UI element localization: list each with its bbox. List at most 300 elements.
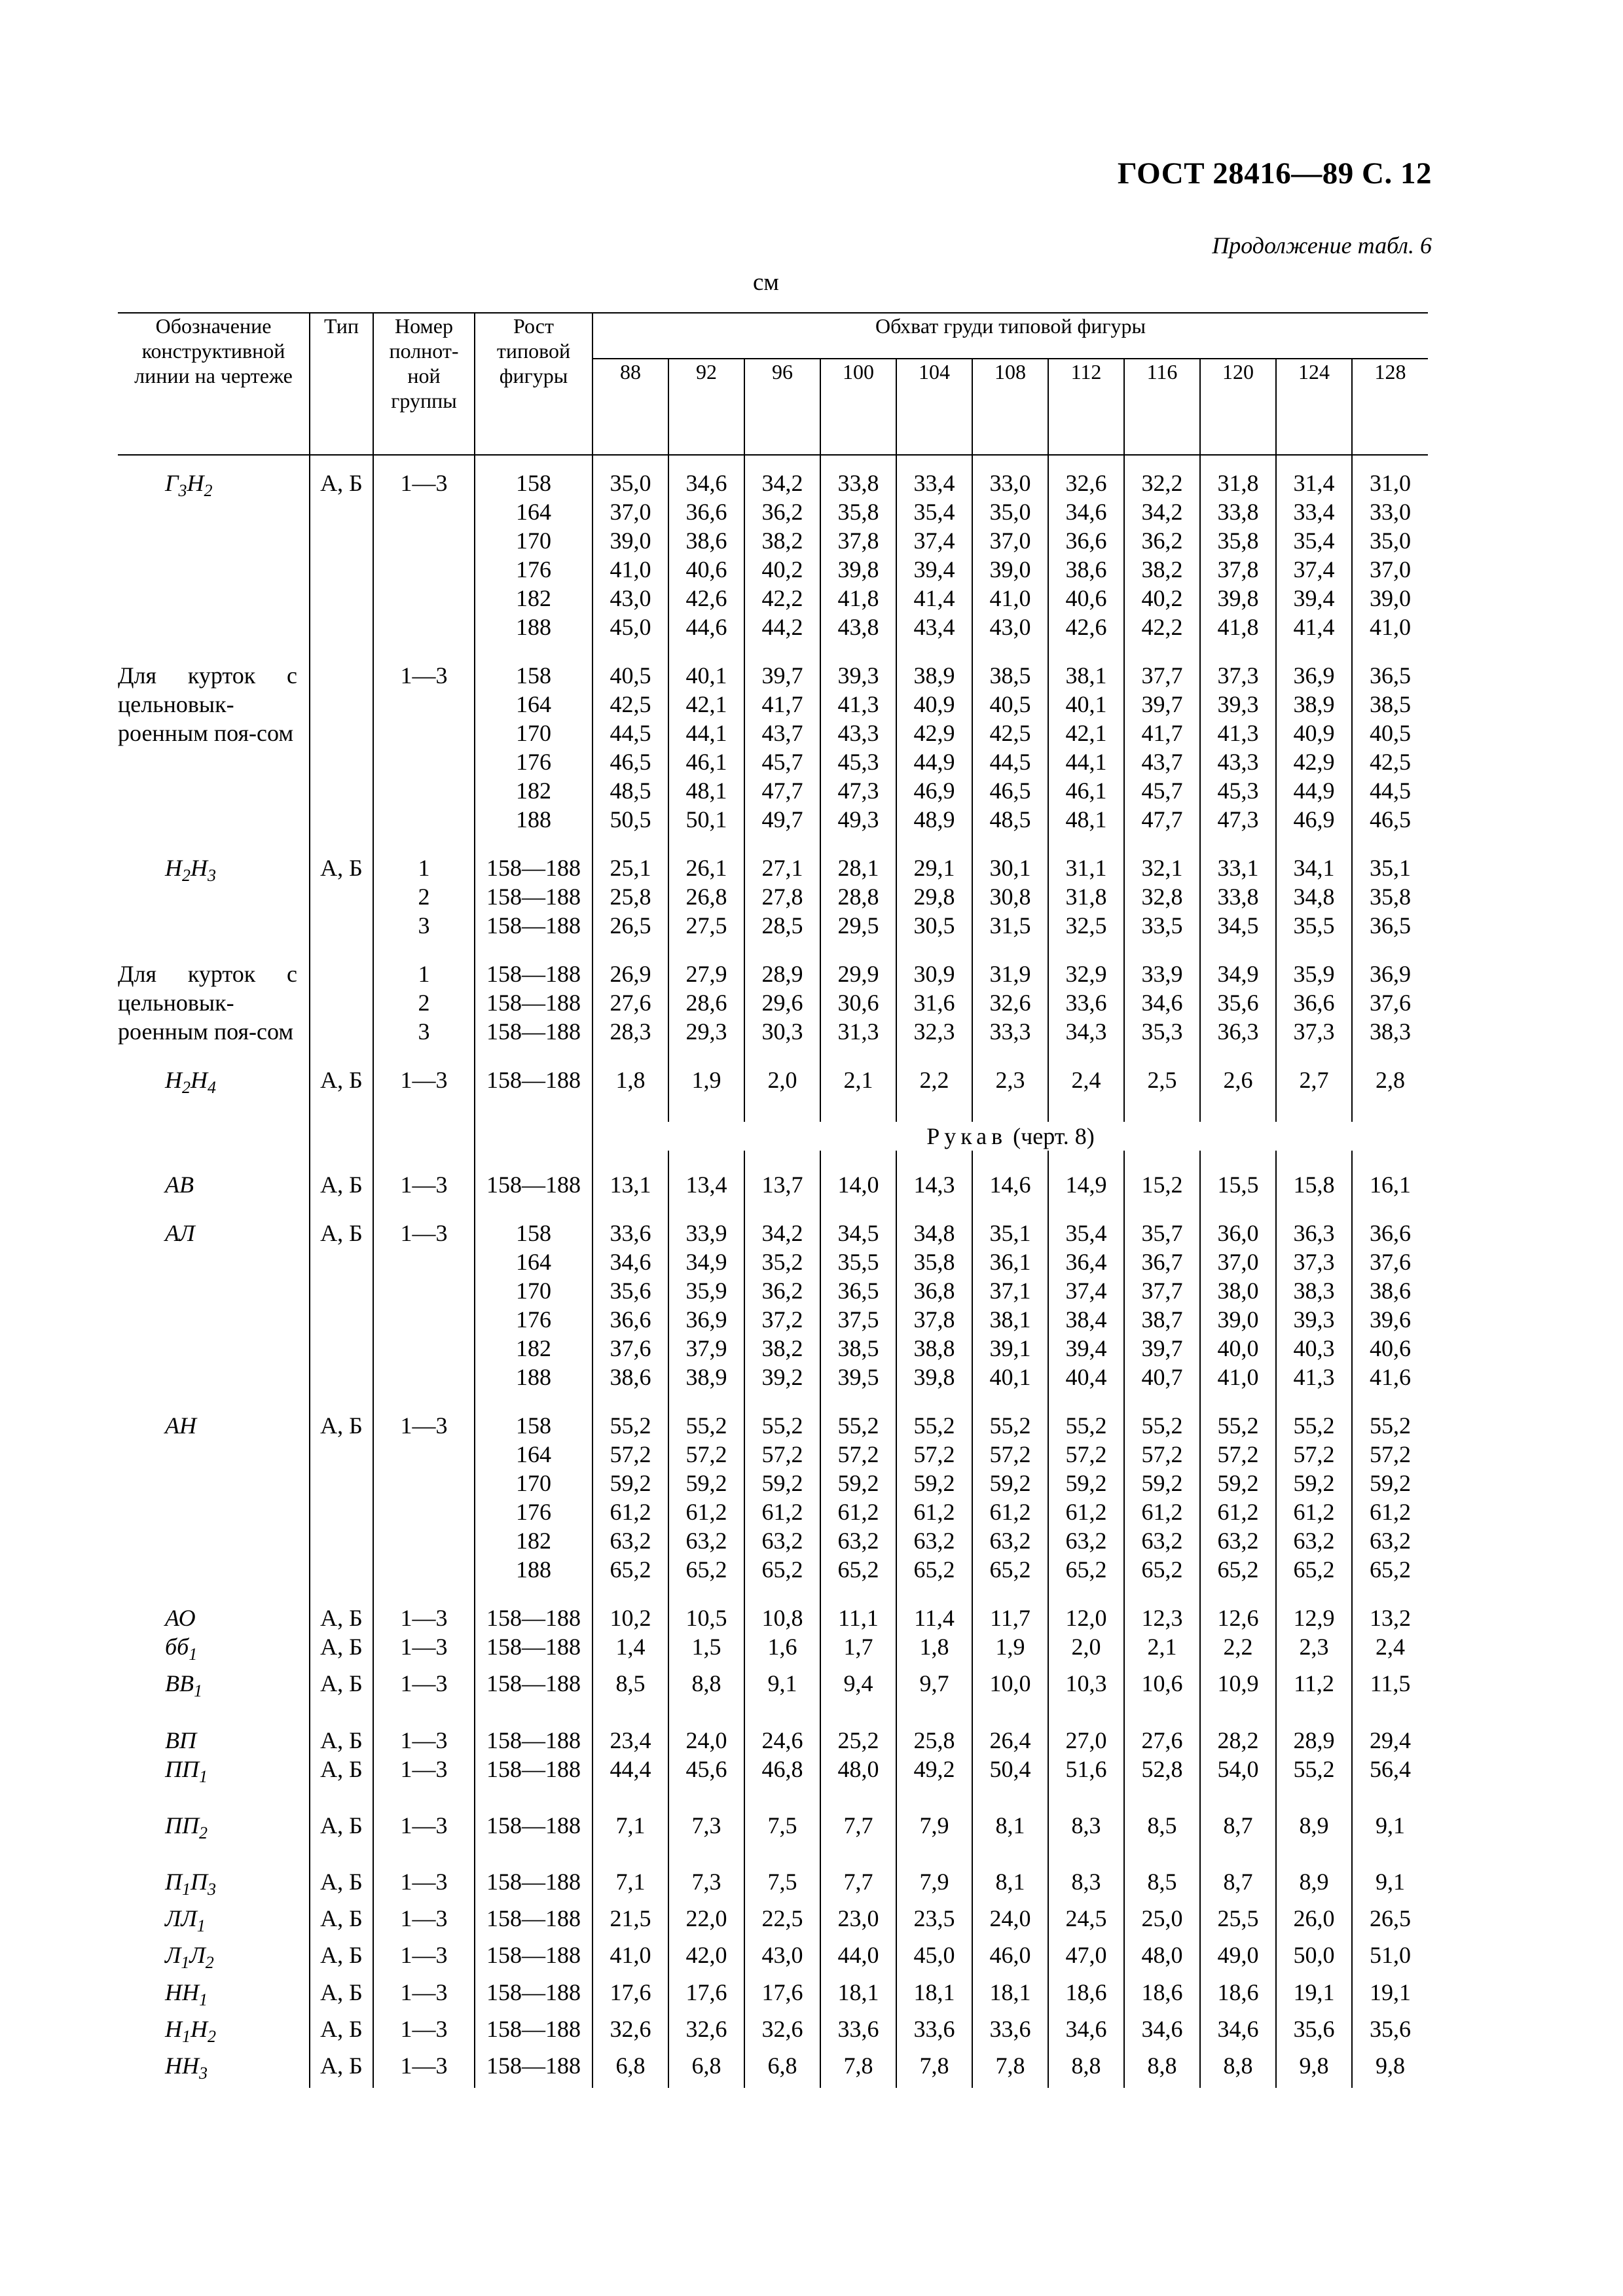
value-cell: 18,6 [1200, 1978, 1276, 2015]
cell-value: 1—3 [400, 1220, 448, 1247]
height-cell [475, 455, 593, 641]
value-cell [1048, 661, 1124, 834]
cell-value: 41,3 [1293, 1364, 1335, 1391]
cell-value: 14,3 [913, 1172, 955, 1198]
cell-value: 61,2 [989, 1499, 1031, 1526]
group-cell [373, 853, 475, 940]
value-cell: 10,0 [972, 1669, 1048, 1706]
value-cell: 25,5 [1200, 1904, 1276, 1941]
cell-value: 44,9 [913, 749, 955, 775]
cell-value: 182 [516, 1528, 551, 1554]
cell-value: 61,2 [761, 1499, 803, 1526]
type-cell: А, Б [310, 1904, 373, 1941]
cell-value: 1—3 [400, 662, 448, 689]
cell-value: 39,3 [837, 662, 879, 689]
value-cell [896, 1411, 972, 1584]
cell-value: 61,2 [1293, 1499, 1335, 1526]
cell-value: 45,0 [610, 614, 651, 640]
value-cell: 12,3 [1124, 1604, 1200, 1632]
value-cell: 24,0 [668, 1726, 744, 1755]
line-designation: АН [165, 1412, 196, 1439]
cell-value: 40,7 [1141, 1364, 1183, 1391]
line-designation: $НН_1$ [165, 1979, 208, 2009]
cell-value: 38,3 [1293, 1278, 1335, 1304]
designation-cell [118, 1632, 310, 1669]
cell-value: 33,9 [685, 1220, 727, 1247]
cell-value: 38,2 [761, 1335, 803, 1362]
value-cell [1200, 1170, 1276, 1199]
value-cell [1276, 1066, 1352, 1102]
cell-value: 2,2 [919, 1067, 949, 1093]
value-cell [896, 455, 972, 641]
cell-value: 34,6 [1065, 499, 1107, 525]
cell-value: 55,2 [1065, 1412, 1107, 1439]
cell-value: 2,8 [1376, 1067, 1405, 1093]
value-cell: 28,9 [1276, 1726, 1352, 1755]
value-cell [668, 1219, 744, 1391]
cell-value: 46,5 [610, 749, 651, 775]
value-cell: 12,6 [1200, 1604, 1276, 1632]
value-cell: 18,1 [972, 1978, 1048, 2015]
value-cell [820, 1066, 896, 1102]
cell-value: 45,3 [1217, 778, 1259, 804]
cell-value: 63,2 [1141, 1528, 1183, 1554]
cell-value: 65,2 [610, 1556, 651, 1583]
cell-value: 35,8 [1217, 528, 1259, 554]
cell-value: 59,2 [1217, 1470, 1259, 1497]
height-cell: 158—188 [475, 1941, 593, 1977]
value-cell: 22,5 [744, 1904, 820, 1941]
value-cell [744, 1411, 820, 1584]
cell-value: 164 [516, 1249, 551, 1276]
value-cell [1124, 1066, 1200, 1102]
value-cell: 8,7 [1200, 1811, 1276, 1848]
type-cell: А, Б [310, 1811, 373, 1848]
value-cell [972, 853, 1048, 940]
value-cell: 23,5 [896, 1904, 972, 1941]
designation-cell [118, 960, 310, 1046]
value-cell [820, 1170, 896, 1199]
cell-value: 55,2 [1217, 1412, 1259, 1439]
cell-value: 40,0 [1217, 1335, 1259, 1362]
value-cell [896, 1066, 972, 1102]
value-cell: 7,9 [896, 1811, 972, 1848]
cell-value: 59,2 [1141, 1470, 1183, 1497]
cell-value: 176 [516, 1306, 551, 1333]
cell-value: 28,6 [685, 990, 727, 1016]
table-row [118, 1867, 1428, 1904]
line-designation: $Н_2Н_4$ [165, 1067, 216, 1098]
cell-value: 61,2 [1065, 1499, 1107, 1526]
cell-value: 30,9 [913, 961, 955, 987]
value-cell [744, 455, 820, 641]
value-cell [593, 1411, 668, 1584]
type-cell [310, 960, 373, 1046]
value-cell: 47,0 [1048, 1941, 1124, 1977]
value-cell [744, 960, 820, 1046]
chest-size-header: 104 [896, 359, 972, 455]
value-cell: 6,8 [593, 2051, 668, 2088]
cell-value: 42,5 [1370, 749, 1411, 775]
value-cell: 46,0 [972, 1941, 1048, 1977]
cell-value: 28,9 [761, 961, 803, 987]
cell-value: 34,2 [761, 1220, 803, 1247]
cell-value: 42,6 [685, 585, 727, 611]
designation-cell [118, 1811, 310, 1848]
cell-value: 45,3 [837, 749, 879, 775]
group-cell: 1—3 [373, 2051, 475, 2088]
cell-value: 37,0 [1370, 556, 1411, 583]
cell-value: 35,0 [1370, 528, 1411, 554]
cell-value: 15,5 [1217, 1172, 1259, 1198]
value-cell: 55,2 [1276, 1755, 1352, 1791]
cell-value: 39,6 [1370, 1306, 1411, 1333]
cell-value: 33,0 [1370, 499, 1411, 525]
cell-value: 36,9 [1370, 961, 1411, 987]
cell-value: 63,2 [610, 1528, 651, 1554]
cell-value: 34,8 [1293, 884, 1335, 910]
type-cell: А, Б [310, 1726, 373, 1755]
value-cell [972, 1066, 1048, 1102]
table-row [118, 1170, 1428, 1199]
cell-value: 35,4 [913, 499, 955, 525]
cell-value: 31,4 [1293, 470, 1335, 496]
cell-value: 42,2 [761, 585, 803, 611]
cell-value: 55,2 [1370, 1412, 1411, 1439]
cell-value: 35,0 [610, 470, 651, 496]
line-description: Для курток с цельновык-роенным поя-сом [118, 662, 297, 746]
height-cell: 158—188 [475, 1755, 593, 1791]
cell-value: 34,3 [1065, 1018, 1107, 1045]
cell-value: 35,5 [837, 1249, 879, 1276]
value-cell: 19,1 [1276, 1978, 1352, 2015]
cell-value: 42,5 [989, 720, 1031, 746]
cell-value: 30,6 [837, 990, 879, 1016]
chest-size-header: 96 [744, 359, 820, 455]
line-designation: $Н_2Н_3$ [165, 855, 216, 886]
line-description: Для курток с цельновык-роенным поя-сом [118, 961, 297, 1045]
cell-value: 182 [516, 1335, 551, 1362]
value-cell: 45,0 [896, 1941, 972, 1977]
value-cell: 7,3 [668, 1867, 744, 1904]
unit-label: см [753, 269, 779, 296]
cell-value: 40,9 [913, 691, 955, 717]
cell-value: 158—188 [486, 1067, 581, 1093]
value-cell: 2,3 [1276, 1632, 1352, 1669]
cell-value: 39,8 [837, 556, 879, 583]
value-cell: 6,8 [668, 2051, 744, 2088]
value-cell [820, 455, 896, 641]
value-cell: 12,0 [1048, 1604, 1124, 1632]
cell-value: 65,2 [913, 1556, 955, 1583]
cell-value: 182 [516, 585, 551, 611]
cell-value: 37,0 [989, 528, 1031, 554]
cell-value: 37,9 [685, 1335, 727, 1362]
value-cell [744, 1219, 820, 1391]
cell-value: 59,2 [913, 1470, 955, 1497]
cell-value: 38,9 [685, 1364, 727, 1391]
cell-value: 39,0 [989, 556, 1031, 583]
value-cell: 49,0 [1200, 1941, 1276, 1977]
cell-value: 46,1 [685, 749, 727, 775]
cell-value: 48,1 [685, 778, 727, 804]
cell-value: 61,2 [685, 1499, 727, 1526]
designation-cell [118, 1669, 310, 1706]
value-cell [1048, 1219, 1124, 1391]
cell-value: 1—3 [400, 1172, 448, 1198]
cell-value: 59,2 [685, 1470, 727, 1497]
cell-value: 27,5 [685, 912, 727, 939]
cell-value: 33,5 [1141, 912, 1183, 939]
cell-value: 32,2 [1141, 470, 1183, 496]
designation-cell [118, 1411, 310, 1584]
cell-value: 61,2 [610, 1499, 651, 1526]
value-cell [744, 853, 820, 940]
value-cell: 21,5 [593, 1904, 668, 1941]
line-designation: $ЛЛ_1$ [165, 1905, 206, 1936]
type-cell [310, 661, 373, 834]
cell-value: 31,8 [1217, 470, 1259, 496]
cell-value: 39,1 [989, 1335, 1031, 1362]
value-cell [1124, 853, 1200, 940]
cell-value: 63,2 [989, 1528, 1031, 1554]
cell-value: 31,0 [1370, 470, 1411, 496]
cell-value: 35,6 [610, 1278, 651, 1304]
cell-value: 36,8 [913, 1278, 955, 1304]
cell-value: 13,1 [610, 1172, 651, 1198]
value-cell: 18,1 [896, 1978, 972, 2015]
cell-value: 2,5 [1147, 1067, 1177, 1093]
cell-value: 65,2 [1293, 1556, 1335, 1583]
cell-value: 43,7 [761, 720, 803, 746]
type-cell: А, Б [310, 853, 373, 940]
value-cell: 7,8 [972, 2051, 1048, 2088]
cell-value: 26,9 [610, 961, 651, 987]
group-cell [373, 661, 475, 834]
designation-cell [118, 2015, 310, 2051]
cell-value: 41,0 [1370, 614, 1411, 640]
cell-value: 40,5 [610, 662, 651, 689]
cell-value: 35,9 [685, 1278, 727, 1304]
cell-value: 39,7 [761, 662, 803, 689]
cell-value: 158—188 [486, 912, 581, 939]
value-cell: 7,1 [593, 1867, 668, 1904]
header-group: Номер полнот-ной группы [373, 313, 475, 455]
cell-value: 40,4 [1065, 1364, 1107, 1391]
cell-value: 37,8 [1217, 556, 1259, 583]
value-cell: 48,0 [820, 1755, 896, 1791]
cell-value: 158—188 [486, 961, 581, 987]
cell-value: 37,8 [913, 1306, 955, 1333]
cell-value: 188 [516, 1364, 551, 1391]
cell-value: 44,1 [685, 720, 727, 746]
table-row [118, 960, 1428, 1046]
value-cell: 9,1 [744, 1669, 820, 1706]
value-cell: 49,2 [896, 1755, 972, 1791]
cell-value: 65,2 [1217, 1556, 1259, 1583]
cell-value: 188 [516, 614, 551, 640]
cell-value: 35,1 [1370, 855, 1411, 881]
height-cell [475, 1066, 593, 1102]
cell-value: 35,8 [913, 1249, 955, 1276]
value-cell [820, 661, 896, 834]
value-cell: 18,6 [1048, 1978, 1124, 2015]
table-row [118, 1669, 1428, 1706]
value-cell [896, 661, 972, 834]
group-cell [373, 1170, 475, 1199]
cell-value: 29,9 [837, 961, 879, 987]
value-cell: 17,6 [668, 1978, 744, 2015]
cell-value: 59,2 [989, 1470, 1031, 1497]
cell-value: 33,1 [1217, 855, 1259, 881]
cell-value: 59,2 [1293, 1470, 1335, 1497]
value-cell: 11,1 [820, 1604, 896, 1632]
cell-value: 28,1 [837, 855, 879, 881]
value-cell: 43,0 [744, 1941, 820, 1977]
value-cell: 35,6 [1352, 2015, 1428, 2051]
line-designation: $НН_3$ [165, 2052, 208, 2083]
cell-value: 38,6 [685, 528, 727, 554]
value-cell [1352, 1411, 1428, 1584]
cell-value: 34,5 [1217, 912, 1259, 939]
cell-value: 38,8 [913, 1335, 955, 1362]
cell-value: 2,1 [843, 1067, 873, 1093]
cell-value: 34,2 [761, 470, 803, 496]
cell-value: 63,2 [761, 1528, 803, 1554]
cell-value: 41,7 [1141, 720, 1183, 746]
cell-value: 61,2 [1370, 1499, 1411, 1526]
value-cell [1124, 1411, 1200, 1584]
value-cell [1352, 960, 1428, 1046]
cell-value: 57,2 [685, 1441, 727, 1468]
cell-value: 57,2 [1141, 1441, 1183, 1468]
value-cell [1200, 1411, 1276, 1584]
cell-value: 29,1 [913, 855, 955, 881]
value-cell: 34,6 [1048, 2015, 1124, 2051]
cell-value: 42,2 [1141, 614, 1183, 640]
cell-value: 41,8 [837, 585, 879, 611]
cell-value: 33,0 [989, 470, 1031, 496]
value-cell: 32,6 [668, 2015, 744, 2051]
cell-value: 32,1 [1141, 855, 1183, 881]
value-cell [1352, 1219, 1428, 1391]
value-cell: 8,1 [972, 1867, 1048, 1904]
value-cell [896, 1219, 972, 1391]
table-row [118, 1219, 1428, 1391]
value-cell: 2,4 [1352, 1632, 1428, 1669]
cell-value: 32,6 [1065, 470, 1107, 496]
cell-value: 65,2 [1065, 1556, 1107, 1583]
value-cell [1352, 853, 1428, 940]
value-cell: 28,2 [1200, 1726, 1276, 1755]
value-cell [1048, 853, 1124, 940]
value-cell [593, 1066, 668, 1102]
designation-cell [118, 1867, 310, 1904]
cell-value: 43,3 [1217, 749, 1259, 775]
cell-value: 188 [516, 1556, 551, 1583]
value-cell: 8,9 [1276, 1867, 1352, 1904]
value-cell: 11,5 [1352, 1669, 1428, 1706]
value-cell [972, 661, 1048, 834]
value-cell: 7,1 [593, 1811, 668, 1848]
cell-value: 31,3 [837, 1018, 879, 1045]
cell-value: 29,3 [685, 1018, 727, 1045]
value-cell [1048, 455, 1124, 641]
cell-value: 26,5 [610, 912, 651, 939]
value-cell: 34,6 [1200, 2015, 1276, 2051]
cell-value: 34,9 [685, 1249, 727, 1276]
cell-value: 36,6 [685, 499, 727, 525]
cell-value: 39,0 [1370, 585, 1411, 611]
table-row [118, 2051, 1428, 2088]
cell-value: 158 [516, 1412, 551, 1439]
cell-value: 32,8 [1141, 884, 1183, 910]
value-cell [1048, 1170, 1124, 1199]
group-cell: 1—3 [373, 1941, 475, 1977]
cell-value: 37,4 [913, 528, 955, 554]
value-cell: 7,8 [820, 2051, 896, 2088]
line-designation: $ПП_2$ [165, 1812, 208, 1842]
value-cell [1200, 960, 1276, 1046]
cell-value: 36,6 [1065, 528, 1107, 554]
cell-value: 37,0 [610, 499, 651, 525]
value-cell: 1,6 [744, 1632, 820, 1669]
value-cell: 10,8 [744, 1604, 820, 1632]
value-cell: 51,0 [1352, 1941, 1428, 1977]
cell-value: 45,7 [1141, 778, 1183, 804]
cell-value: 36,5 [837, 1278, 879, 1304]
cell-value: 164 [516, 1441, 551, 1468]
line-designation: $бб_1$ [165, 1634, 198, 1664]
cell-value: 55,2 [989, 1412, 1031, 1439]
value-cell: 10,3 [1048, 1669, 1124, 1706]
group-cell [373, 960, 475, 1046]
value-cell: 9,8 [1352, 2051, 1428, 2088]
value-cell: 8,8 [1200, 2051, 1276, 2088]
cell-value: 42,1 [685, 691, 727, 717]
group-cell: 1—3 [373, 1978, 475, 2015]
value-cell [1276, 1219, 1352, 1391]
cell-value: 46,1 [1065, 778, 1107, 804]
value-cell: 18,1 [820, 1978, 896, 2015]
value-cell: 33,6 [896, 2015, 972, 2051]
cell-value: 39,8 [913, 1364, 955, 1391]
height-cell [475, 661, 593, 834]
table-continuation-label: Продолжение табл. 6 [1212, 232, 1432, 259]
cell-value: 37,7 [1141, 1278, 1183, 1304]
cell-value: 41,3 [837, 691, 879, 717]
cell-value: 36,2 [1141, 528, 1183, 554]
cell-value: 36,4 [1065, 1249, 1107, 1276]
table-row [118, 455, 1428, 641]
cell-value: 44,6 [685, 614, 727, 640]
cell-value: 59,2 [761, 1470, 803, 1497]
height-cell: 158—188 [475, 1726, 593, 1755]
value-cell: 10,5 [668, 1604, 744, 1632]
cell-value: 3 [418, 1018, 430, 1045]
value-cell [1124, 1170, 1200, 1199]
cell-value: 61,2 [1217, 1499, 1259, 1526]
value-cell [972, 1219, 1048, 1391]
cell-value: 35,5 [1293, 912, 1335, 939]
cell-value: 14,9 [1065, 1172, 1107, 1198]
value-cell: 26,4 [972, 1726, 1048, 1755]
line-designation: $Л_1Л_2$ [165, 1942, 214, 1973]
cell-value: 158—188 [486, 990, 581, 1016]
header-chest: Обхват груди типовой фигуры [593, 313, 1428, 359]
cell-value: 31,6 [913, 990, 955, 1016]
table-row [118, 1811, 1428, 1848]
